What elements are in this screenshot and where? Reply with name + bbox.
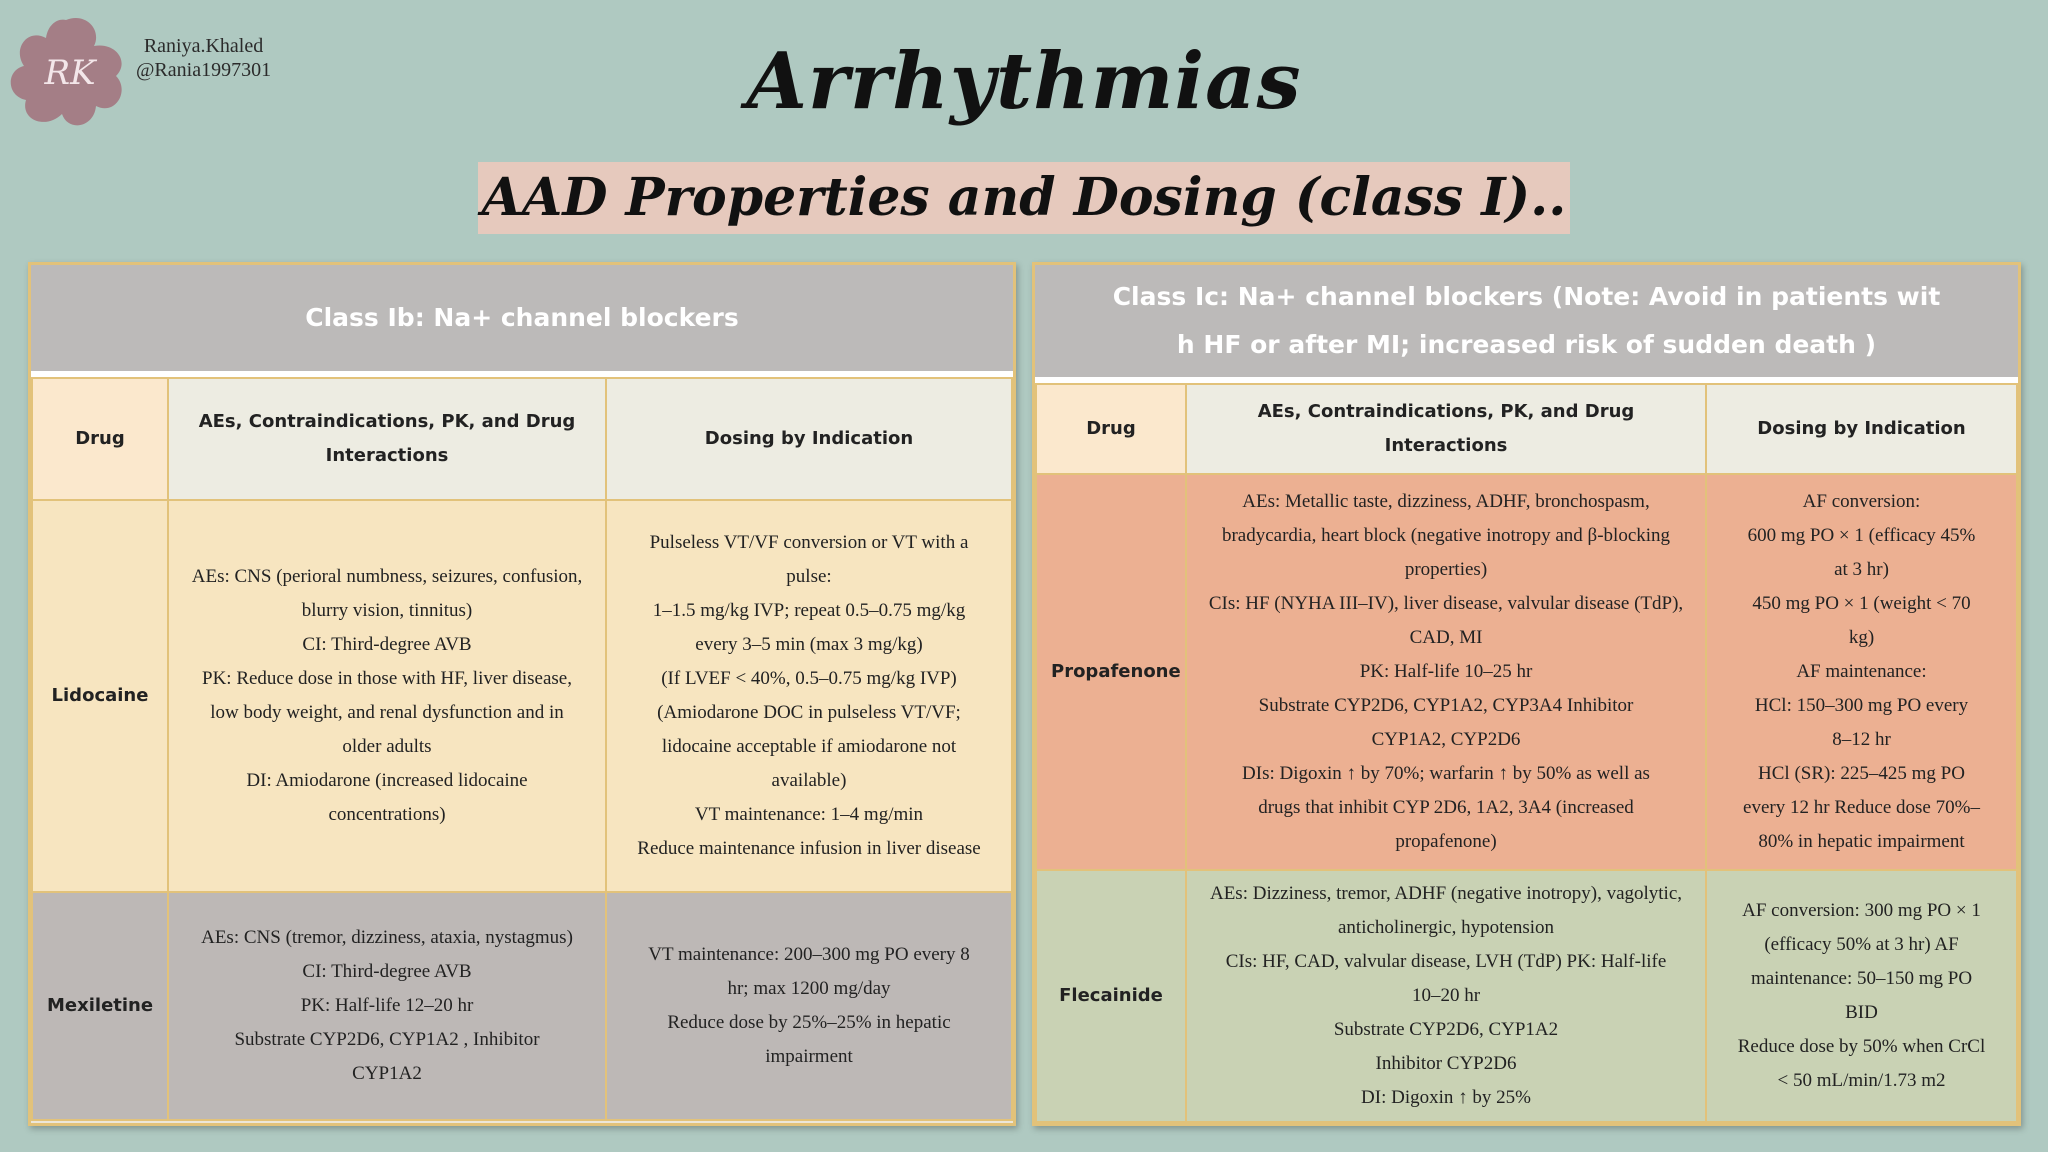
cell-line: VT maintenance: 1–4 mg/min bbox=[694, 804, 924, 825]
cell-line: AEs: CNS (tremor, dizziness, ataxia, nystagmus) bbox=[201, 927, 573, 948]
cell-line: DIs: Digoxin ↑ by 70%; warfarin ↑ by 50% as well as bbox=[1242, 763, 1650, 784]
cell-line: BID bbox=[1845, 1002, 1878, 1023]
cell-line: (efficacy 50% at 3 hr) AF bbox=[1764, 934, 1959, 955]
cell-line: CI: Third-degree AVB bbox=[302, 961, 472, 982]
cell-line: CYP1A2, CYP2D6 bbox=[1371, 729, 1521, 750]
cell-line: Reduce dose by 25%–25% in hepatic bbox=[667, 1012, 951, 1033]
dosing-cell bbox=[606, 892, 1012, 1120]
cell-line: properties) bbox=[1404, 559, 1488, 580]
cell-line: CYP1A2 bbox=[352, 1063, 422, 1084]
table-row-flecainide bbox=[1036, 870, 2017, 1122]
column-header-drug: Drug bbox=[1036, 384, 1186, 474]
cell-line: AEs: Dizziness, tremor, ADHF (negative inotropy), vagolytic, bbox=[1209, 883, 1683, 904]
table-row-mexiletine bbox=[32, 892, 1012, 1120]
cell-line: AF conversion: bbox=[1802, 491, 1921, 512]
cell-line: impairment bbox=[765, 1046, 853, 1067]
cell-line: every 12 hr Reduce dose 70%– bbox=[1743, 797, 1980, 818]
class-ib-table bbox=[31, 377, 1013, 1121]
author-handle: @Rania1997301 bbox=[136, 59, 272, 81]
cell-line: drugs that inhibit CYP 2D6, 1A2, 3A4 (increased bbox=[1258, 797, 1634, 818]
cell-line: concentrations) bbox=[328, 804, 446, 825]
cell-line: older adults bbox=[342, 736, 432, 757]
cell-line: (Amiodarone DOC in pulseless VT/VF; bbox=[657, 702, 961, 723]
cell-line: 8–12 hr bbox=[1832, 729, 1891, 750]
column-header-drug: Drug bbox=[32, 378, 168, 500]
cell-line: hr; max 1200 mg/day bbox=[727, 978, 891, 999]
cell-line: lidocaine acceptable if amiodarone not bbox=[661, 736, 957, 757]
aes-cell bbox=[1186, 870, 1706, 1122]
drug-name: Propafenone bbox=[1036, 474, 1186, 870]
cell-line: propafenone) bbox=[1395, 831, 1497, 852]
heading-line: h HF or after MI; increased risk of sudden death ) bbox=[1176, 330, 1877, 359]
cell-line: Pulseless VT/VF conversion or VT with a bbox=[649, 532, 969, 553]
column-header-aes: AEs, Contraindications, PK, and Drug Interactions bbox=[168, 378, 606, 500]
cell-line: (If LVEF < 40%, 0.5–0.75 mg/kg IVP) bbox=[661, 668, 957, 689]
drug-name: Mexiletine bbox=[32, 892, 168, 1120]
column-header-aes: AEs, Contraindications, PK, and Drug Interactions bbox=[1186, 384, 1706, 474]
logo-text: RK bbox=[44, 53, 96, 93]
cell-line: AEs: Metallic taste, dizziness, ADHF, bronchospasm, bbox=[1242, 491, 1650, 512]
cell-line: HCl (SR): 225–425 mg PO bbox=[1758, 763, 1965, 784]
cell-line: bradycardia, heart block (negative inotropy and β-blocking bbox=[1221, 525, 1671, 546]
cell-line: PK: Half-life 10–25 hr bbox=[1359, 661, 1533, 682]
class-ic-panel bbox=[1032, 262, 2021, 1126]
cell-line: 450 mg PO × 1 (weight < 70 bbox=[1752, 593, 1971, 614]
cell-line: CIs: HF (NYHA III–IV), liver disease, valvular disease (TdP), bbox=[1208, 593, 1684, 614]
author-name: Raniya.Khaled bbox=[143, 35, 264, 57]
cell-line: PK: Half-life 12–20 hr bbox=[300, 995, 474, 1016]
class-ib-panel bbox=[28, 262, 1016, 1126]
cell-line: 80% in hepatic impairment bbox=[1758, 831, 1965, 852]
cell-line: at 3 hr) bbox=[1834, 559, 1889, 580]
cell-line: Substrate CYP2D6, CYP1A2 bbox=[1333, 1019, 1559, 1040]
drug-name: Flecainide bbox=[1036, 870, 1186, 1122]
cell-line: AEs: CNS (perioral numbness, seizures, confusion, bbox=[191, 566, 583, 587]
aes-cell bbox=[1186, 474, 1706, 870]
table-header-row bbox=[1036, 384, 2017, 474]
cell-line: DI: Amiodarone (increased lidocaine bbox=[246, 770, 528, 791]
table-row-propafenone bbox=[1036, 474, 2017, 870]
cell-line: 600 mg PO × 1 (efficacy 45% bbox=[1747, 525, 1976, 546]
cell-line: Inhibitor CYP2D6 bbox=[1375, 1053, 1517, 1074]
column-header-dosing: Dosing by Indication bbox=[1706, 384, 2017, 474]
cell-line: low body weight, and renal dysfunction and in bbox=[210, 702, 564, 723]
dosing-cell bbox=[1706, 474, 2017, 870]
cell-line: Substrate CYP2D6, CYP1A2 , Inhibitor bbox=[234, 1029, 540, 1050]
column-header-dosing: Dosing by Indication bbox=[606, 378, 1012, 500]
page-title: Arrhythmias bbox=[746, 36, 1302, 127]
cell-line: PK: Reduce dose in those with HF, liver disease, bbox=[202, 668, 572, 689]
cell-line: Reduce maintenance infusion in liver disease bbox=[637, 838, 981, 859]
class-ic-table bbox=[1035, 383, 2018, 1123]
cell-line: anticholinergic, hypotension bbox=[1338, 917, 1554, 938]
table-row-lidocaine bbox=[32, 500, 1012, 892]
cell-line: 10–20 hr bbox=[1411, 985, 1481, 1006]
cell-line: VT maintenance: 200–300 mg PO every 8 bbox=[648, 944, 970, 965]
heading-line: Class Ic: Na+ channel blockers (Note: Avoid in patients wit bbox=[1112, 282, 1941, 311]
cell-line: kg) bbox=[1848, 627, 1875, 648]
cell-line: AF conversion: 300 mg PO × 1 bbox=[1742, 900, 1981, 921]
cell-line: HCl: 150–300 mg PO every bbox=[1754, 695, 1969, 716]
cell-line: every 3–5 min (max 3 mg/kg) bbox=[695, 634, 923, 655]
cell-line: 1–1.5 mg/kg IVP; repeat 0.5–0.75 mg/kg bbox=[652, 600, 966, 621]
cell-line: CIs: HF, CAD, valvular disease, LVH (TdP) PK: Half-life bbox=[1225, 951, 1667, 972]
cell-line: available) bbox=[771, 770, 847, 791]
cell-line: < 50 mL/min/1.73 m2 bbox=[1777, 1070, 1946, 1091]
aes-cell bbox=[168, 500, 606, 892]
cell-line: Reduce dose by 50% when CrCl bbox=[1737, 1036, 1986, 1057]
table-header-row bbox=[32, 378, 1012, 500]
page-subtitle: AAD Properties and Dosing (class I).. bbox=[478, 162, 1571, 234]
cell-line: CI: Third-degree AVB bbox=[302, 634, 472, 655]
cell-line: maintenance: 50–150 mg PO bbox=[1750, 968, 1973, 989]
drug-name: Lidocaine bbox=[32, 500, 168, 892]
dosing-cell bbox=[606, 500, 1012, 892]
class-ic-heading bbox=[1035, 265, 2018, 383]
cell-line: blurry vision, tinnitus) bbox=[301, 600, 473, 621]
subtitle-wrap bbox=[0, 162, 2048, 234]
cell-line: pulse: bbox=[786, 566, 832, 587]
aes-cell bbox=[168, 892, 606, 1120]
cell-line: Substrate CYP2D6, CYP1A2, CYP3A4 Inhibitor bbox=[1258, 695, 1634, 716]
cell-line: CAD, MI bbox=[1409, 627, 1483, 648]
class-ib-heading: Class Ib: Na+ channel blockers bbox=[31, 265, 1013, 377]
dosing-cell bbox=[1706, 870, 2017, 1122]
cell-line: AF maintenance: bbox=[1796, 661, 1927, 682]
cell-line: DI: Digoxin ↑ by 25% bbox=[1361, 1087, 1531, 1108]
